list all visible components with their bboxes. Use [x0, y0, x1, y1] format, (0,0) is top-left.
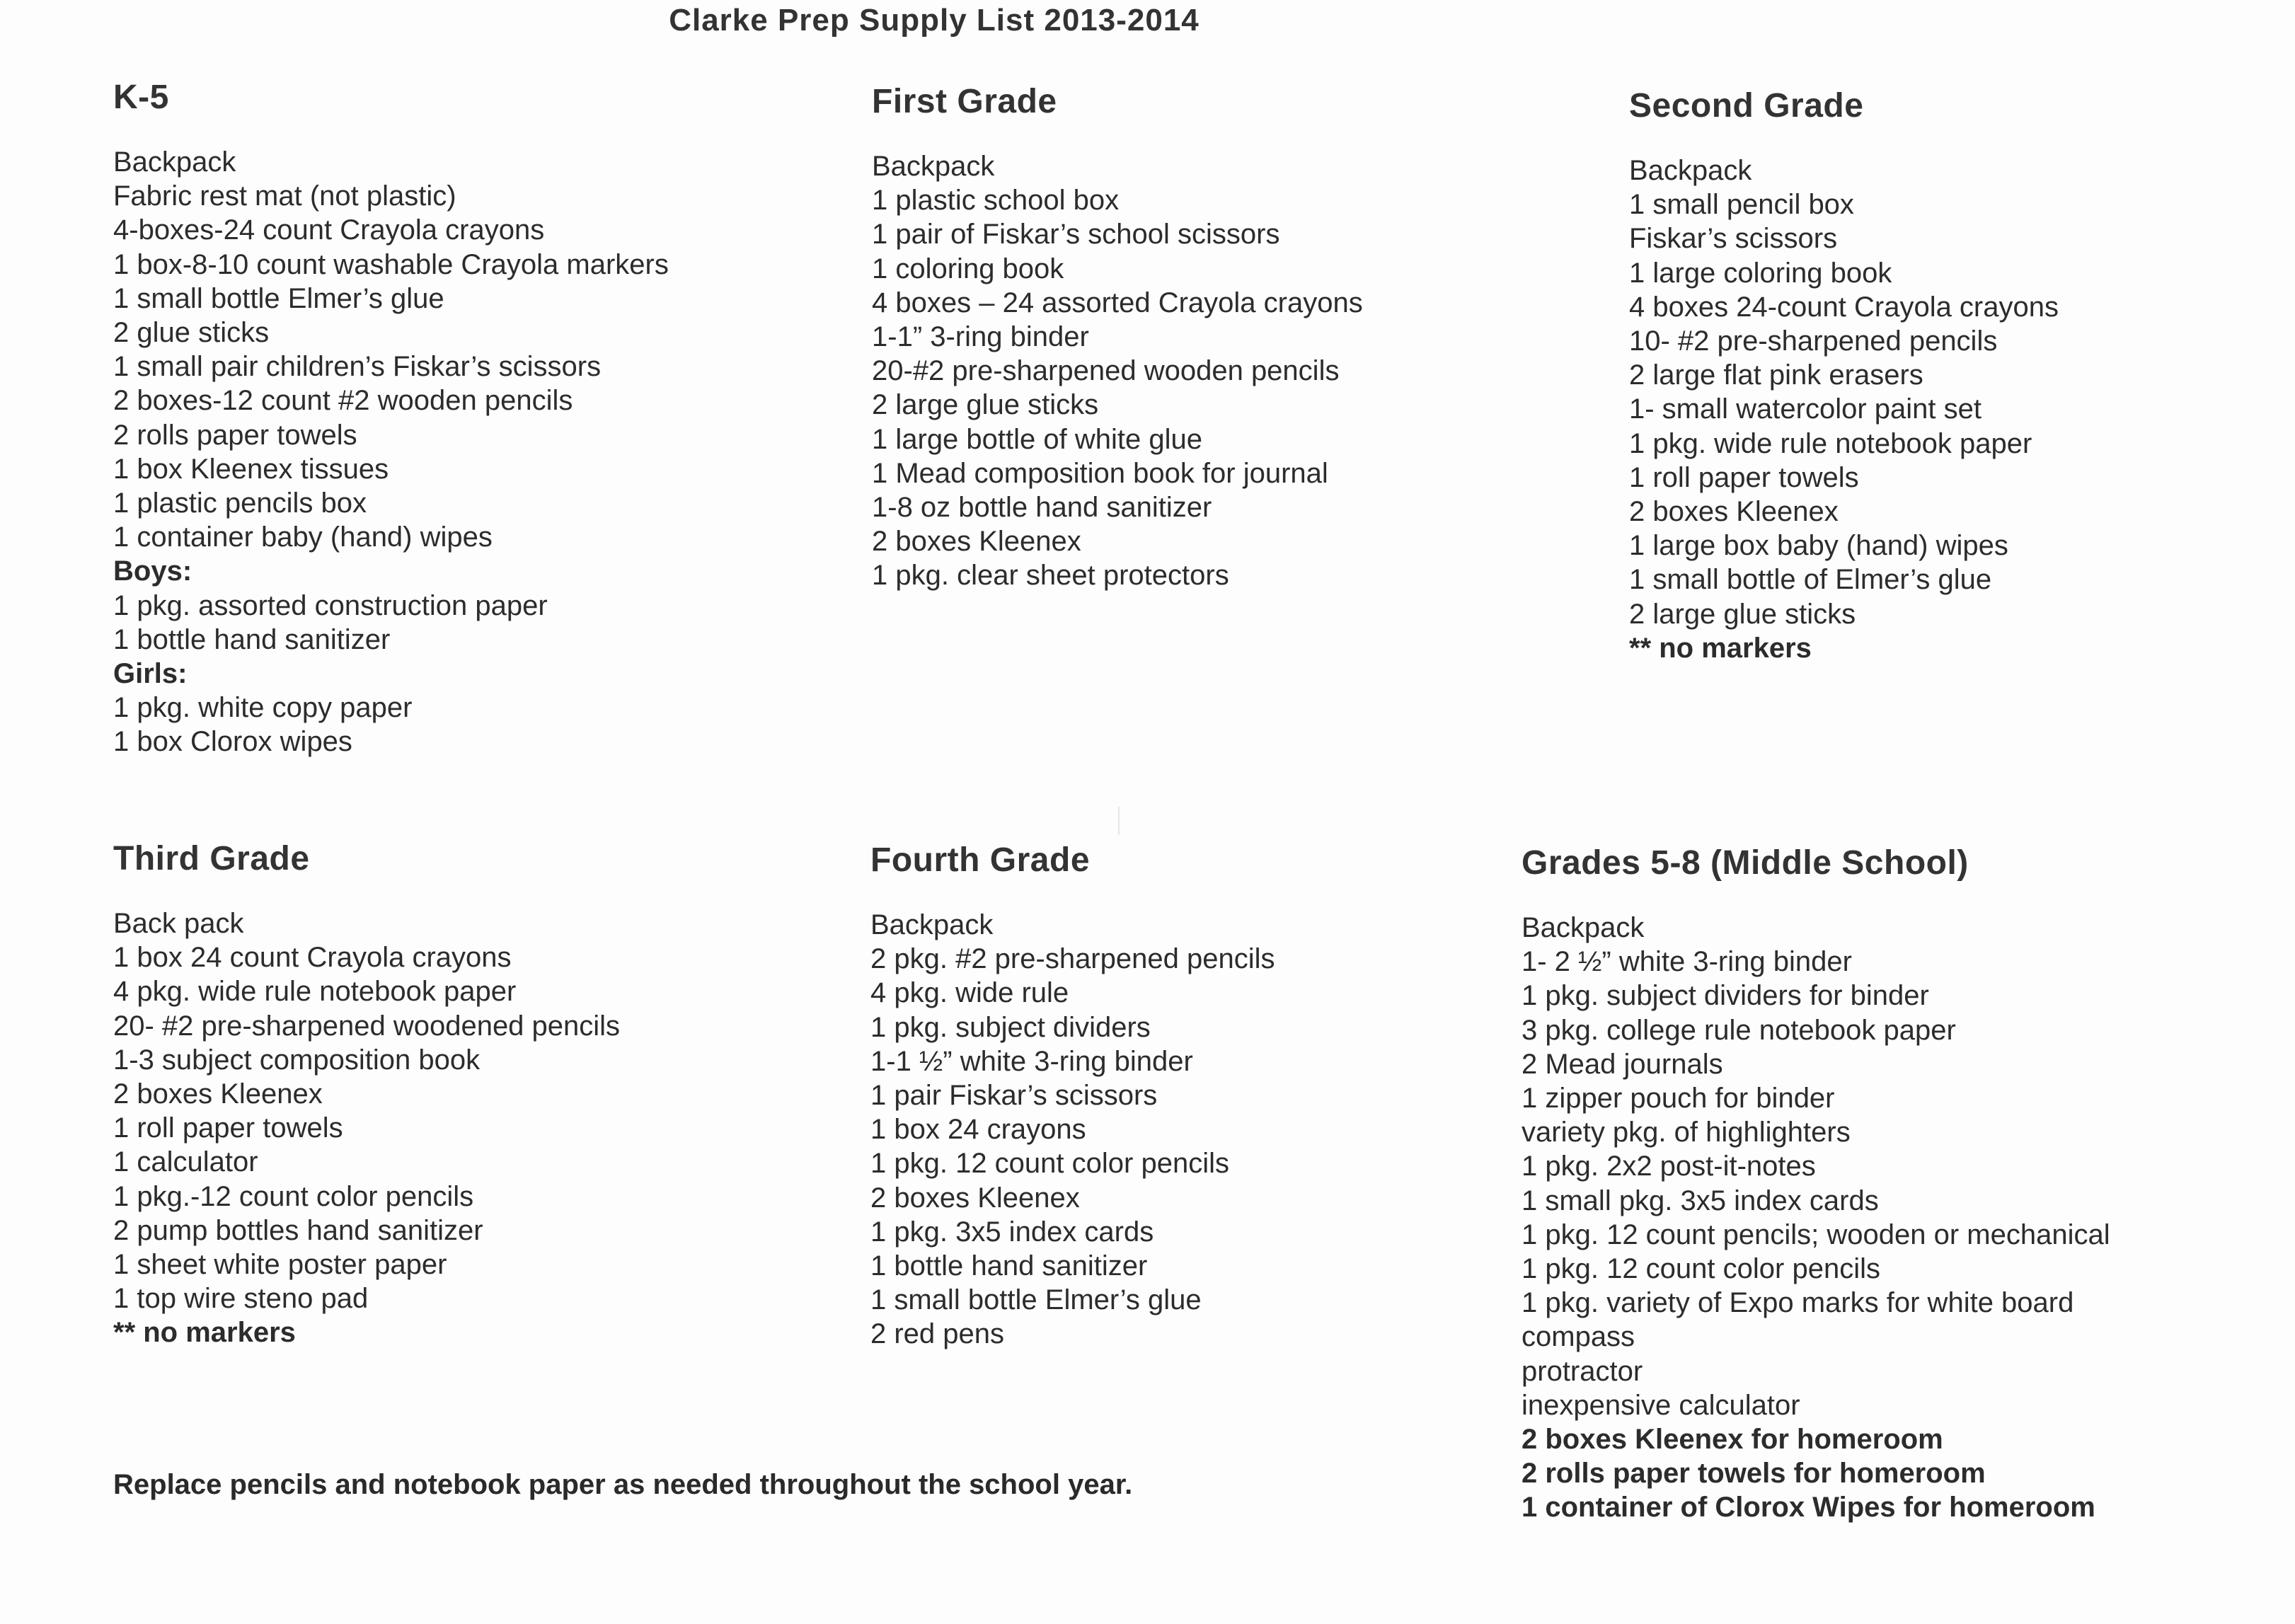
- list-item: 20-#2 pre-sharpened wooden pencils: [872, 355, 1340, 387]
- list-item: 1 pkg. subject dividers: [870, 1011, 1151, 1043]
- list-item: 1 top wire steno pad: [113, 1283, 369, 1315]
- list-item: 1 pkg. 12 count color pencils: [1522, 1253, 1880, 1285]
- list-item: Girls:: [113, 658, 188, 690]
- list-item: 1 pkg. 3x5 index cards: [870, 1216, 1154, 1248]
- document-title: Clarke Prep Supply List 2013-2014: [669, 3, 1200, 38]
- supply-list: [872, 149, 1363, 593]
- list-item: ** no markers: [1629, 632, 1812, 664]
- list-item: inexpensive calculator: [1522, 1389, 1800, 1421]
- footer-note: Replace pencils and notebook paper as needed throughout the school year.: [113, 1469, 1133, 1500]
- list-item: 2 boxes Kleenex: [113, 1078, 323, 1110]
- list-item: 1 roll paper towels: [1629, 461, 1859, 493]
- list-item: 2 boxes Kleenex: [1629, 496, 1839, 528]
- list-item: 2 boxes Kleenex: [872, 526, 1081, 558]
- list-item: variety pkg. of highlighters: [1522, 1117, 1851, 1148]
- list-item: 2 red pens: [870, 1318, 1005, 1350]
- list-item: 2 boxes-12 count #2 wooden pencils: [113, 385, 573, 417]
- list-item: 2 large glue sticks: [1629, 598, 1856, 630]
- list-item: 1 small pair children’s Fiskar’s scissors: [113, 351, 602, 383]
- list-item: 1 bottle hand sanitizer: [113, 623, 391, 655]
- section-grades-5-8: [1522, 843, 2110, 1525]
- section-fourth-grade: [870, 841, 1275, 1352]
- list-item: 1-8 oz bottle hand sanitizer: [872, 492, 1212, 524]
- list-item: 1 small bottle Elmer’s glue: [113, 282, 444, 314]
- list-item: 1 pkg. wide rule notebook paper: [1629, 427, 2032, 459]
- list-item: 2 large glue sticks: [872, 389, 1099, 421]
- list-item: Backpack: [1629, 155, 1752, 186]
- supply-list: [113, 906, 620, 1350]
- supply-list: [113, 145, 669, 759]
- list-item: protractor: [1522, 1355, 1643, 1387]
- list-item: 1 box 24 crayons: [870, 1114, 1086, 1146]
- list-item: 2 Mead journals: [1522, 1048, 1723, 1080]
- list-item: 2 glue sticks: [113, 317, 270, 349]
- list-item: Fabric rest mat (not plastic): [113, 180, 456, 212]
- list-item: 1 pkg. assorted construction paper: [113, 589, 548, 621]
- list-item: 4 pkg. wide rule: [870, 977, 1069, 1009]
- section-title: K-5: [113, 79, 169, 116]
- list-item: 20- #2 pre-sharpened woodened pencils: [113, 1010, 621, 1042]
- list-item: 1 pkg. 2x2 post-it-notes: [1522, 1151, 1816, 1182]
- list-item: Fiskar’s scissors: [1629, 223, 1838, 255]
- list-item: 1 large bottle of white glue: [872, 423, 1202, 455]
- list-item: 1 small pencil box: [1629, 189, 1854, 221]
- list-item: 1- 2 ½” white 3-ring binder: [1522, 946, 1852, 978]
- list-item: 10- #2 pre-sharpened pencils: [1629, 326, 1998, 357]
- list-item: 1 small bottle of Elmer’s glue: [1629, 564, 1992, 596]
- section-title: Third Grade: [113, 840, 310, 877]
- list-item: 1 pkg. subject dividers for binder: [1522, 980, 1929, 1012]
- list-item: 1 pkg. clear sheet protectors: [872, 560, 1229, 592]
- list-item: 1 container of Clorox Wipes for homeroom: [1522, 1492, 2095, 1524]
- supply-list: [1629, 154, 2059, 665]
- list-item: 1 pkg. 12 count color pencils: [870, 1148, 1229, 1180]
- list-item: 2 boxes Kleenex for homeroom: [1522, 1424, 1943, 1456]
- list-item: 1 pair Fiskar’s scissors: [870, 1080, 1158, 1112]
- list-item: 1 pkg. 12 count pencils; wooden or mechanical: [1522, 1219, 2110, 1250]
- list-item: 1 sheet white poster paper: [113, 1249, 447, 1281]
- list-item: 2 pump bottles hand sanitizer: [113, 1214, 483, 1246]
- list-item: 4 pkg. wide rule notebook paper: [113, 976, 517, 1008]
- section-title: First Grade: [872, 83, 1057, 120]
- list-item: 1 pair of Fiskar’s school scissors: [872, 219, 1280, 250]
- list-item: 1-3 subject composition book: [113, 1044, 481, 1076]
- list-item: 2 pkg. #2 pre-sharpened pencils: [870, 943, 1275, 975]
- section-title: Fourth Grade: [870, 841, 1091, 879]
- list-item: 1 plastic pencils box: [113, 488, 367, 519]
- list-item: 1 pkg. white copy paper: [113, 692, 413, 724]
- list-item: 1 Mead composition book for journal: [872, 457, 1328, 489]
- list-item: 1 pkg. variety of Expo marks for white board: [1522, 1287, 2074, 1319]
- list-item: 1 plastic school box: [872, 185, 1120, 217]
- list-item: 4 boxes 24-count Crayola crayons: [1629, 291, 2059, 323]
- list-item: 1 container baby (hand) wipes: [113, 522, 493, 553]
- section-first-grade: [872, 82, 1363, 593]
- list-item: 1-1 ½” white 3-ring binder: [870, 1045, 1193, 1077]
- list-item: 2 boxes Kleenex: [870, 1182, 1080, 1214]
- list-item: 4-boxes-24 count Crayola crayons: [113, 214, 545, 246]
- list-item: Backpack: [872, 151, 995, 182]
- list-item: Backpack: [1522, 912, 1645, 943]
- list-item: Backpack: [113, 146, 236, 178]
- list-item: 1 box Kleenex tissues: [113, 453, 389, 485]
- list-item: 1 bottle hand sanitizer: [870, 1250, 1148, 1282]
- list-item: 1 small bottle Elmer’s glue: [870, 1284, 1202, 1316]
- list-item: Back pack: [113, 908, 244, 939]
- list-item: Backpack: [870, 909, 994, 940]
- list-item: 1 small pkg. 3x5 index cards: [1522, 1185, 1879, 1216]
- list-item: 1 box-8-10 count washable Crayola markers: [113, 248, 669, 280]
- list-item: 1 large coloring book: [1629, 257, 1892, 289]
- supply-list: [1522, 911, 2110, 1525]
- list-item: 1 box Clorox wipes: [113, 726, 352, 758]
- list-item: 1 large box baby (hand) wipes: [1629, 530, 2008, 562]
- list-item: Boys:: [113, 555, 192, 587]
- list-item: 4 boxes – 24 assorted Crayola crayons: [872, 287, 1363, 318]
- list-item: 1 zipper pouch for binder: [1522, 1083, 1835, 1115]
- list-item: 3 pkg. college rule notebook paper: [1522, 1014, 1956, 1046]
- list-item: 2 rolls paper towels for homeroom: [1522, 1458, 1986, 1490]
- section-second-grade: [1629, 86, 2059, 665]
- section-title: Second Grade: [1629, 87, 1864, 125]
- list-item: 1 calculator: [113, 1146, 258, 1178]
- list-item: 1 pkg.-12 count color pencils: [113, 1180, 474, 1212]
- list-item: 2 large flat pink erasers: [1629, 359, 1923, 391]
- section-k5: [113, 78, 669, 759]
- list-item: 1 coloring book: [872, 253, 1064, 284]
- list-item: 1-1” 3-ring binder: [872, 321, 1089, 353]
- supply-list: [870, 908, 1275, 1352]
- list-item: 1- small watercolor paint set: [1629, 393, 1981, 425]
- list-item: 1 roll paper towels: [113, 1112, 343, 1144]
- list-item: ** no markers: [113, 1317, 296, 1349]
- list-item: compass: [1522, 1321, 1635, 1353]
- list-item: 2 rolls paper towels: [113, 419, 357, 451]
- section-third-grade: [113, 839, 620, 1350]
- section-title: Grades 5-8 (Middle School): [1522, 844, 1969, 882]
- list-item: 1 box 24 count Crayola crayons: [113, 942, 512, 974]
- fold-mark: [1118, 807, 1120, 835]
